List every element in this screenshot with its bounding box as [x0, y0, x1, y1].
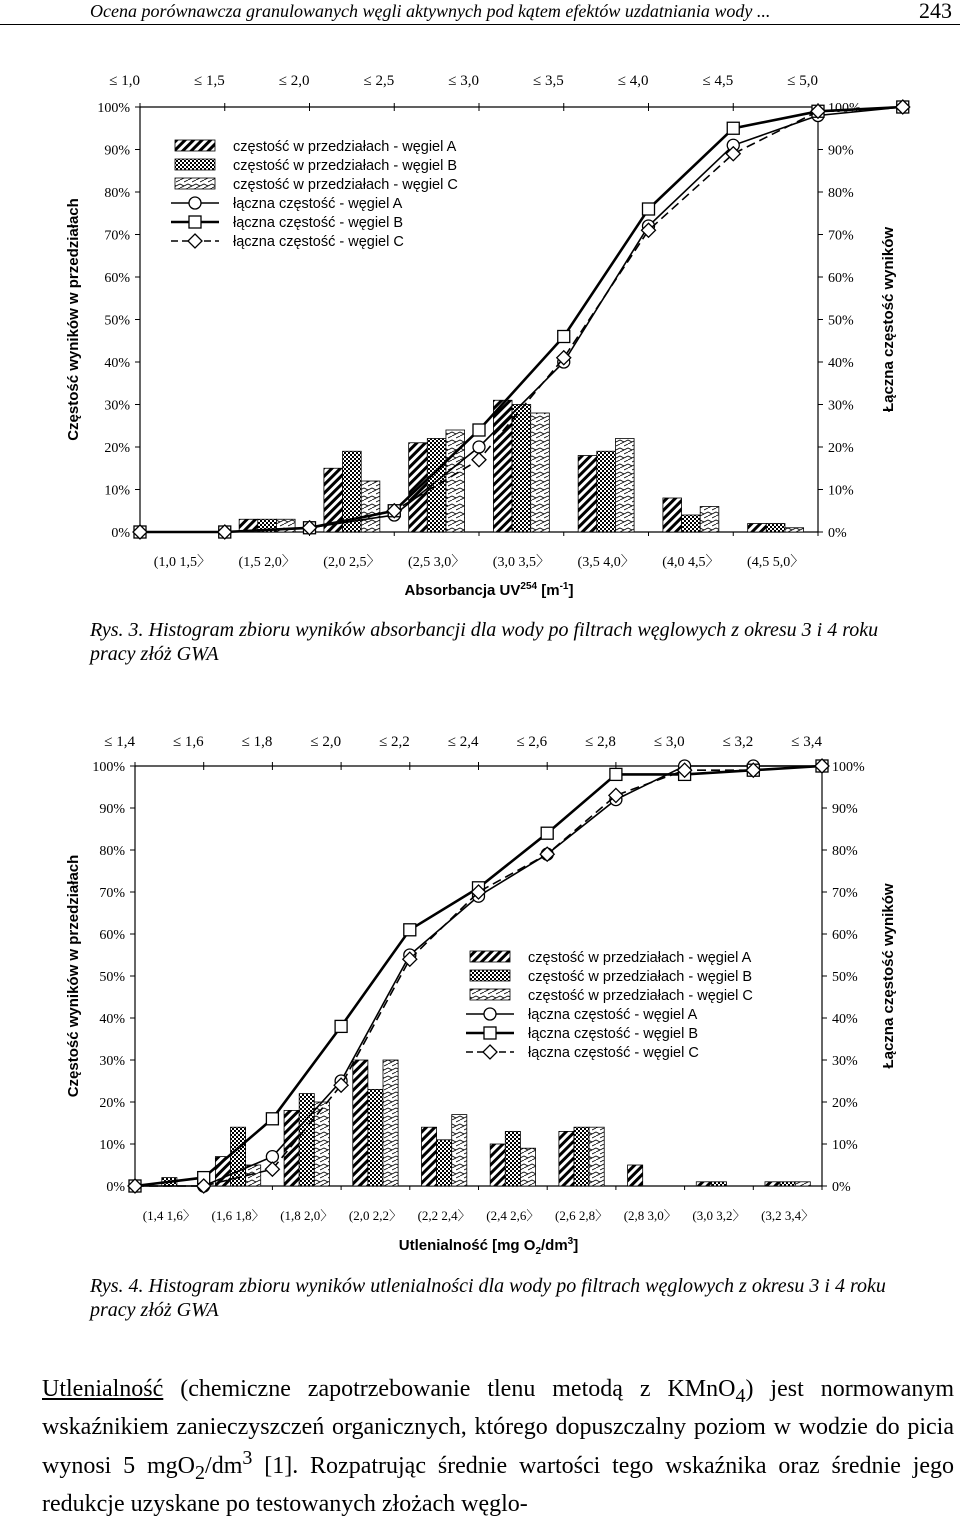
legend-label: częstość w przedziałach - węgiel A	[528, 950, 752, 966]
x-axis-title: Absorbancja UV$^{254}$ $[m^{-1}]$	[404, 581, 574, 599]
bar-a	[493, 400, 512, 532]
x-tick-label: (2,0 2,5〉	[323, 555, 381, 570]
x-tick-label: (3,5 4,0〉	[577, 555, 635, 570]
x-axis-title: Utlenialność [mg $O_2/dm^3$]	[398, 1236, 579, 1257]
y-tick-label-left: 30%	[99, 1054, 125, 1069]
y-tick-label-right: 100%	[828, 101, 861, 116]
legend-label: łączna częstość - węgiel A	[528, 1007, 698, 1023]
y-tick-label-left: 100%	[92, 760, 125, 775]
legend-swatch	[470, 989, 510, 1000]
legend-label: łączna częstość - węgiel B	[233, 215, 404, 231]
legend-label: częstość w przedziałach - węgiel C	[528, 988, 753, 1004]
y-tick-label-left: 50%	[104, 313, 130, 329]
bar-b	[437, 1140, 452, 1186]
x-tick-label: (4,0 4,5〉	[662, 555, 720, 570]
y-tick-label-right: 20%	[828, 441, 854, 456]
bar-a	[748, 524, 767, 533]
legend-label: częstość w przedziałach - węgiel B	[528, 969, 753, 985]
cumulative-point-c	[472, 453, 486, 467]
y-axis-title-right: Łączna częstość wyników	[880, 883, 897, 1069]
top-tick-label: ≤ 3,2	[722, 734, 754, 750]
y-tick-label-left: 40%	[104, 356, 130, 371]
bar-c	[785, 528, 804, 532]
y-tick-label-right: 10%	[828, 483, 854, 499]
legend-label: łączna częstość - węgiel C	[528, 1045, 699, 1061]
figure3-chart	[0, 60, 960, 610]
body-sup: 3	[242, 1446, 253, 1469]
x-tick-label: (2,2 2,4〉	[417, 1208, 471, 1223]
x-tick-label: (1,5 2,0〉	[238, 555, 296, 570]
bar-a	[353, 1060, 368, 1186]
y-tick-label-right: 50%	[832, 970, 858, 985]
y-tick-label-right: 100%	[832, 760, 865, 775]
cumulative-point-b	[610, 768, 622, 780]
bar-a	[663, 498, 682, 532]
bar-b	[597, 451, 616, 532]
bar-a	[765, 1182, 780, 1186]
bar-b	[505, 1131, 520, 1186]
figure3-caption: Rys. 3. Histogram zbioru wyników absorbancji dla wody po filtrach węglowych z okresu 3 i 4 roku pracy złóż GWA	[90, 619, 879, 665]
bar-a	[696, 1182, 711, 1186]
bar-b	[512, 405, 531, 533]
y-tick-label-left: 0%	[111, 526, 130, 541]
body-sub: 2	[195, 1461, 206, 1484]
y-tick-label-right: 80%	[832, 844, 858, 859]
bar-b	[780, 1182, 795, 1186]
bar-b	[368, 1089, 383, 1186]
x-tick-label: (2,6 2,8〉	[555, 1208, 609, 1223]
bar-b	[711, 1182, 726, 1186]
top-tick-label: ≤ 3,0	[448, 73, 479, 89]
y-tick-label-right: 10%	[832, 1138, 858, 1153]
x-tick-label: (2,5 3,0〉	[408, 555, 466, 570]
cumulative-point-a	[473, 441, 485, 453]
body-text-part: ) jest normowanym wskaźnikiem zanieczyszczeń organicznych, którego dopuszczalny poziom w wodzie do picia wynosi 5 mgO	[42, 1376, 954, 1479]
x-tick-label: (3,0 3,2〉	[692, 1208, 746, 1223]
bar-a	[490, 1144, 505, 1186]
y-axis-title-left: Częstość wyników w przedziałach	[65, 198, 82, 441]
top-tick-label: ≤ 5,0	[787, 73, 818, 89]
y-axis-title-right: Łączna częstość wyników	[880, 226, 897, 413]
top-tick-label: ≤ 1,5	[194, 73, 225, 89]
y-axis-title-left: Częstość wyników w przedziałach	[65, 854, 82, 1098]
top-tick-label: ≤ 2,0	[310, 734, 342, 750]
y-tick-label-right: 90%	[832, 802, 858, 817]
bar-c	[520, 1148, 535, 1186]
y-tick-label-left: 20%	[99, 1096, 125, 1111]
cumulative-point-b	[473, 424, 485, 436]
top-tick-label: ≤ 2,8	[585, 734, 616, 750]
y-tick-label-left: 60%	[99, 928, 125, 943]
bar-c	[361, 481, 380, 532]
y-tick-label-left: 0%	[106, 1180, 125, 1195]
y-tick-label-right: 40%	[832, 1012, 858, 1027]
x-tick-label: (1,6 1,8〉	[211, 1208, 265, 1223]
figure4-caption: Rys. 4. Histogram zbioru wyników utlenialności dla wody po filtrach węglowych z okresu 3 i 4 roku pracy złóż GWA	[90, 1275, 886, 1321]
top-tick-label: ≤ 1,6	[172, 734, 204, 750]
y-tick-label-left: 80%	[104, 186, 130, 201]
y-tick-label-left: 70%	[99, 886, 125, 901]
body-sub: 4	[735, 1384, 746, 1407]
legend-marker	[484, 1008, 496, 1020]
x-tick-label: (1,8 2,0〉	[280, 1208, 334, 1223]
bar-c	[615, 439, 634, 533]
x-tick-label: (2,0 2,2〉	[348, 1208, 402, 1223]
body-text-part: [1]. Rozpatrując średnie wartości tego wskaźnika oraz średnie jego redukcje uzyskane po testowanych złożach węglo-	[42, 1452, 955, 1517]
y-tick-label-right: 40%	[828, 356, 854, 371]
y-tick-label-left: 60%	[104, 271, 130, 286]
body-text-part: (chemiczne zapotrzebowanie tlenu metodą z KMnO	[163, 1376, 736, 1402]
y-tick-label-left: 90%	[99, 802, 125, 817]
y-tick-label-left: 30%	[104, 398, 130, 414]
legend-label: częstość w przedziałach - węgiel B	[233, 158, 458, 174]
x-tick-label: (2,4 2,6〉	[486, 1208, 540, 1223]
top-tick-label: ≤ 1,0	[109, 73, 140, 89]
top-tick-label: ≤ 3,4	[791, 734, 822, 750]
legend-marker	[483, 1045, 497, 1059]
top-tick-label: ≤ 4,5	[702, 73, 734, 89]
top-tick-label: ≤ 3,5	[533, 73, 564, 89]
cumulative-point-a	[266, 1151, 278, 1163]
bar-a	[628, 1165, 643, 1186]
y-tick-label-left: 40%	[99, 1012, 125, 1027]
y-tick-label-left: 10%	[99, 1138, 125, 1153]
cumulative-point-b	[541, 827, 553, 839]
top-tick-label: ≤ 4,0	[617, 73, 649, 89]
y-tick-label-left: 80%	[99, 844, 125, 859]
x-tick-label: (2,8 3,0〉	[623, 1208, 677, 1223]
y-tick-label-right: 20%	[832, 1096, 858, 1111]
y-tick-label-right: 90%	[828, 143, 854, 159]
top-tick-label: ≤ 1,8	[241, 734, 273, 750]
bar-b	[766, 524, 785, 533]
y-tick-label-left: 100%	[97, 101, 130, 116]
bar-c	[383, 1060, 398, 1186]
y-tick-label-left: 70%	[104, 228, 130, 244]
y-tick-label-left: 50%	[99, 970, 125, 985]
cumulative-point-b	[335, 1020, 347, 1032]
y-tick-label-right: 60%	[832, 928, 858, 943]
legend-label: częstość w przedziałach - węgiel C	[233, 177, 458, 193]
y-tick-label-right: 70%	[828, 228, 854, 244]
cumulative-point-b	[266, 1113, 278, 1125]
top-tick-label: ≤ 2,0	[278, 73, 310, 89]
bar-a	[284, 1110, 299, 1186]
legend-label: częstość w przedziałach - węgiel A	[233, 139, 457, 155]
legend-marker	[189, 216, 201, 228]
running-header-title: Ocena porównawcza granulowanych węgli aktywnych pod kątem efektów uzdatniania wody ...	[90, 1, 771, 21]
y-tick-label-left: 20%	[104, 441, 130, 456]
figure4-chart	[0, 720, 960, 1265]
bar-c	[452, 1115, 467, 1186]
body-text-part: /dm	[205, 1452, 243, 1479]
legend-swatch	[175, 140, 215, 151]
y-tick-label-left: 10%	[104, 483, 130, 499]
y-tick-label-left: 90%	[104, 143, 130, 159]
legend-swatch	[175, 178, 215, 189]
legend-marker	[484, 1027, 496, 1039]
bar-c	[589, 1127, 604, 1186]
legend-marker	[188, 234, 202, 248]
page-number: 243	[919, 0, 952, 23]
cumulative-point-b	[404, 924, 416, 936]
bar-b	[682, 515, 701, 532]
y-tick-label-right: 80%	[828, 186, 854, 201]
running-header	[0, 0, 960, 25]
top-tick-label: ≤ 1,4	[104, 734, 135, 750]
bar-a	[559, 1131, 574, 1186]
x-tick-label: (4,5 5,0〉	[747, 555, 805, 570]
legend-label: łączna częstość - węgiel C	[233, 234, 404, 250]
bar-c	[795, 1182, 810, 1186]
top-tick-label: ≤ 2,2	[379, 734, 410, 750]
bar-c	[700, 507, 719, 533]
top-tick-label: ≤ 2,6	[516, 734, 548, 750]
top-tick-label: ≤ 3,0	[653, 734, 685, 750]
bar-b	[574, 1127, 589, 1186]
underlined-term: Utlenialność	[42, 1376, 164, 1402]
y-tick-label-right: 0%	[828, 526, 847, 541]
x-tick-label: (1,4 1,6〉	[142, 1208, 196, 1223]
bar-a	[421, 1127, 436, 1186]
bar-b	[299, 1094, 314, 1186]
legend-swatch	[175, 159, 215, 170]
legend-swatch	[470, 951, 510, 962]
y-tick-label-right: 60%	[828, 271, 854, 286]
legend-marker	[189, 197, 201, 209]
cumulative-point-b	[643, 203, 655, 215]
legend-label: łączna częstość - węgiel A	[233, 196, 403, 212]
top-tick-label: ≤ 2,4	[447, 734, 479, 750]
y-tick-label-right: 30%	[828, 398, 854, 414]
bar-c	[531, 413, 550, 532]
y-tick-label-right: 70%	[832, 886, 858, 901]
bar-a	[578, 456, 597, 533]
x-tick-label: (1,0 1,5〉	[153, 555, 211, 570]
x-tick-label: (3,2 3,4〉	[761, 1208, 815, 1223]
bar-c	[314, 1102, 329, 1186]
cumulative-point-b	[727, 122, 739, 134]
legend-swatch	[470, 970, 510, 981]
y-tick-label-right: 30%	[832, 1054, 858, 1069]
y-tick-label-right: 0%	[832, 1180, 851, 1195]
body-paragraph	[42, 1374, 954, 1520]
legend-label: łączna częstość - węgiel B	[528, 1026, 699, 1042]
top-tick-label: ≤ 2,5	[363, 73, 395, 89]
cumulative-point-b	[558, 331, 570, 343]
x-tick-label: (3,0 3,5〉	[492, 555, 550, 570]
y-tick-label-right: 50%	[828, 313, 854, 329]
